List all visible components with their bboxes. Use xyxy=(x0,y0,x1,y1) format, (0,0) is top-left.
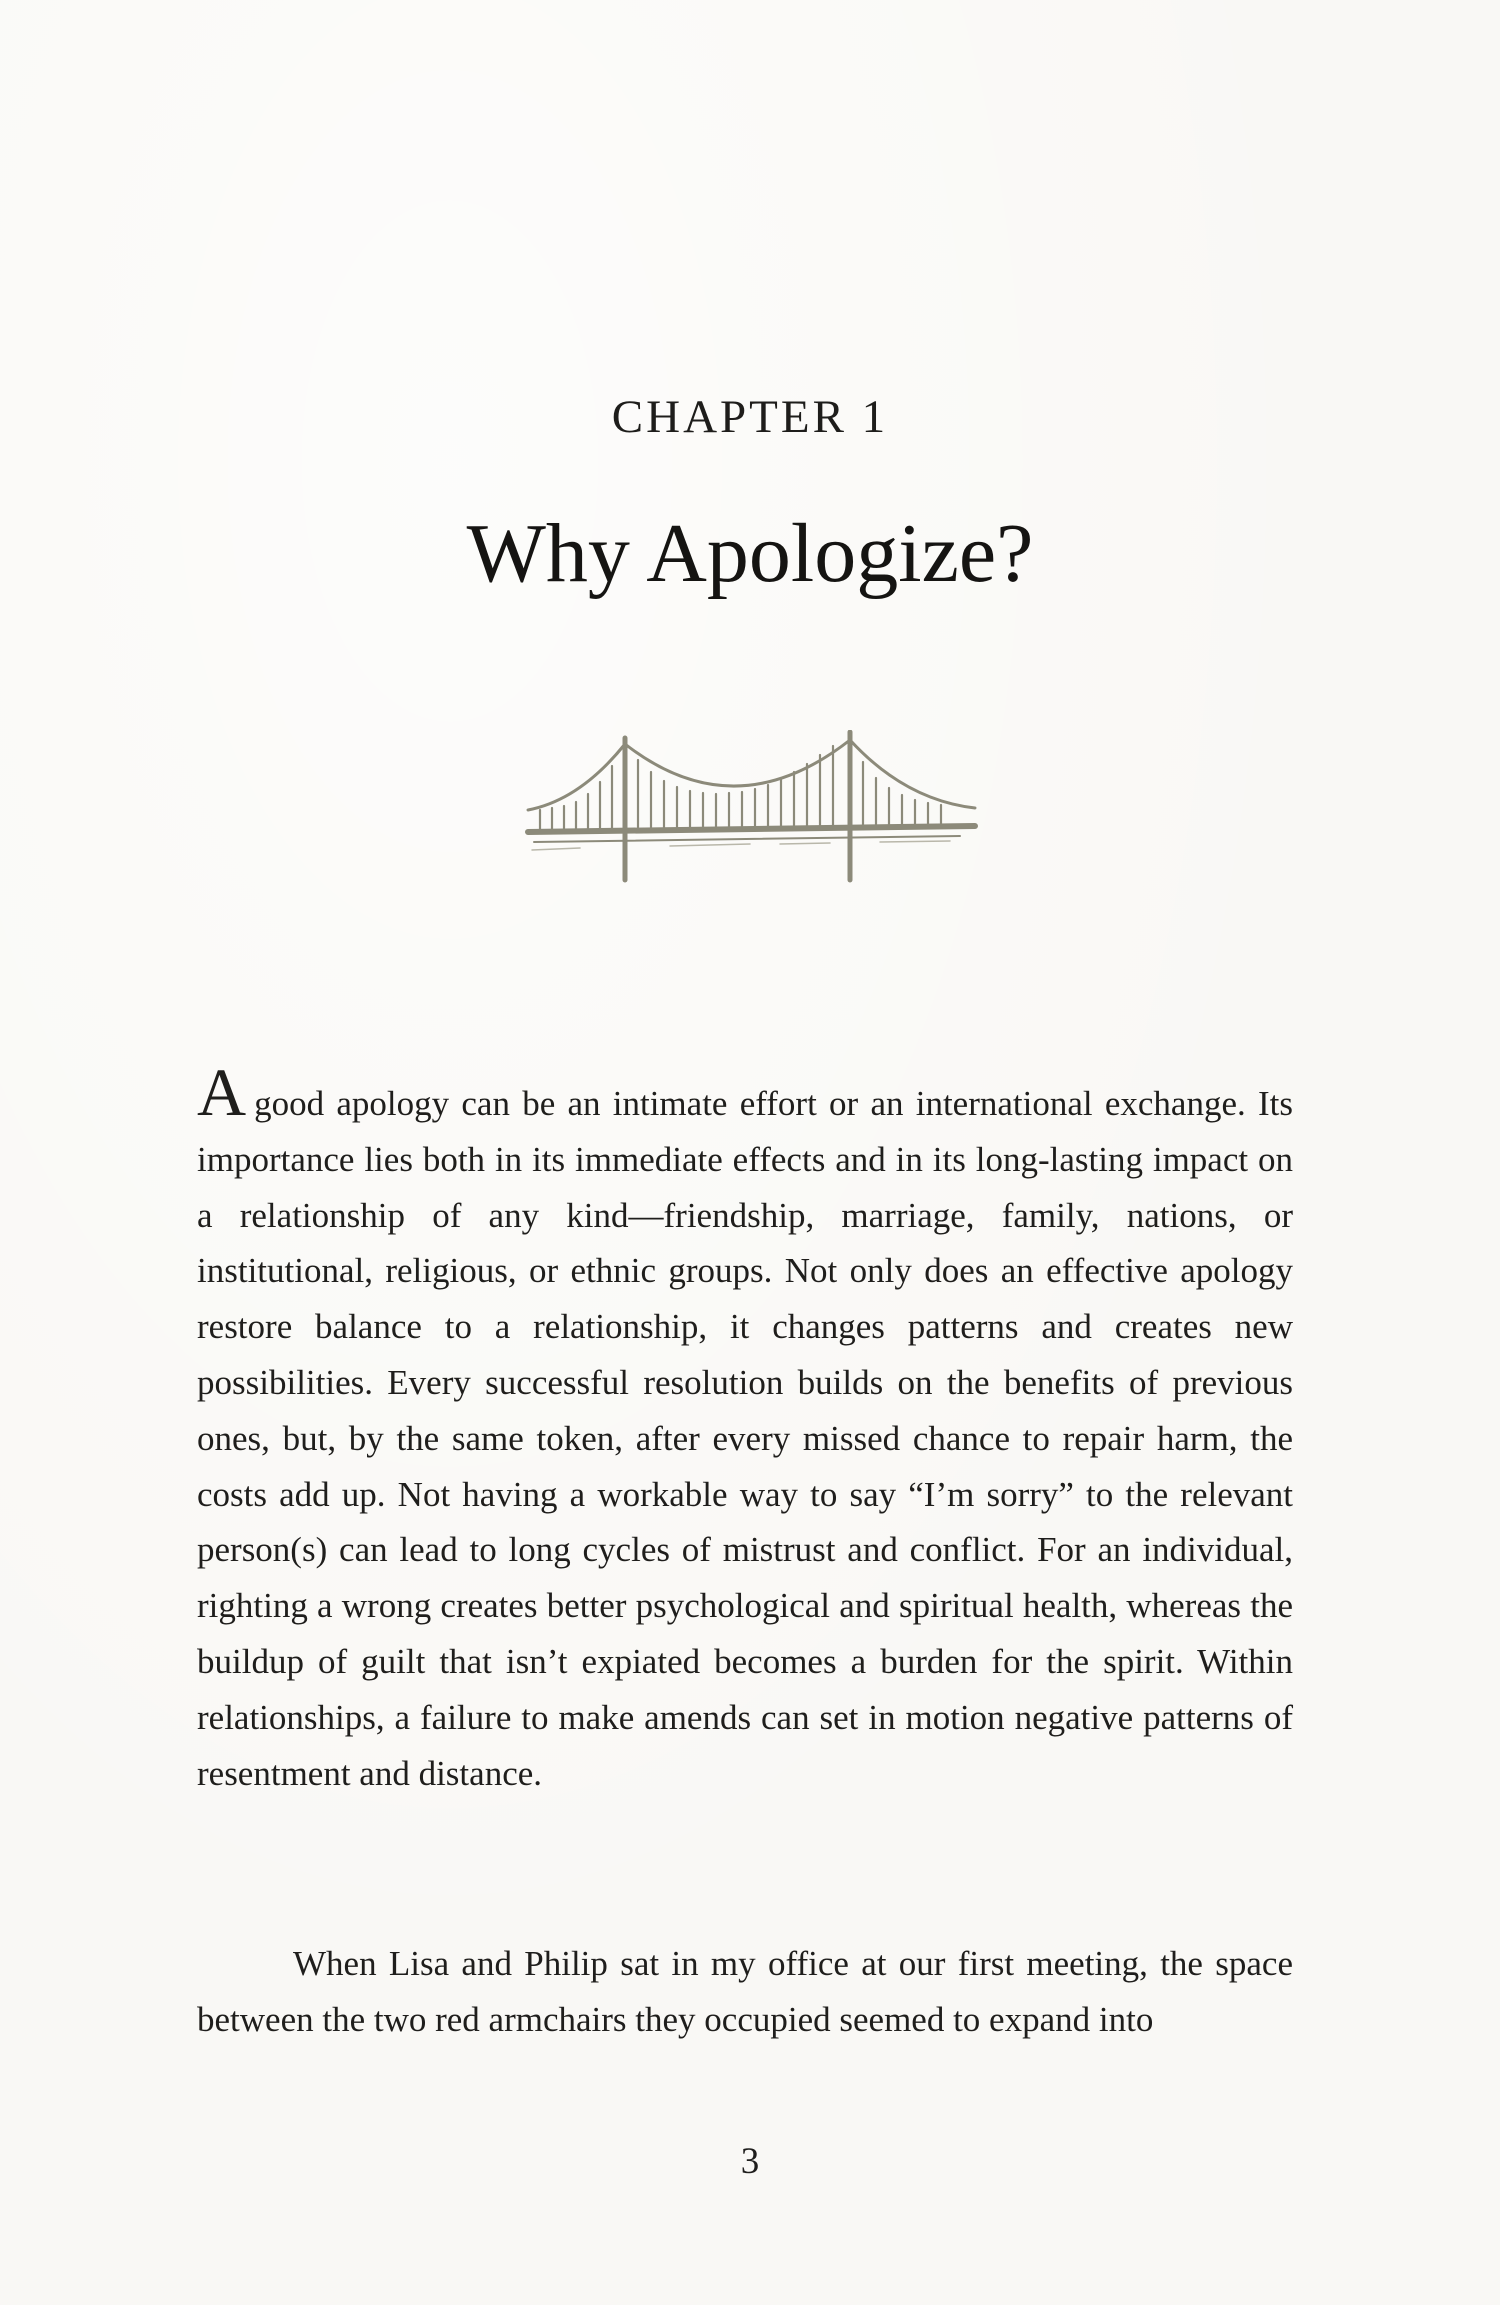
drop-cap: A xyxy=(197,1054,247,1130)
opening-paragraph-text: good apology can be an intimate effort or an international exchange. Its importance lies both in its immediate effects and in its long-lasting impact on a relationship of any kind—friendship, marriage, family, nations, or institutional, religious, or ethnic groups. Not only does an effective apology restore balance to a relationship, it changes patterns and creates new possibilities. Every successful resolution builds on the benefits of previous ones, but, by the same token, after every missed chance to repair harm, the costs add up. Not having a workable way to say “I’m sorry” to the relevant person(s) can lead to long cycles of mistrust and conflict. For an individual, righting a wrong creates better psychological and spiritual health, whereas the buildup of guilt that isn’t expiated becomes a burden for the spirit. Within relationships, a failure to make amends can set in motion negative patterns of resentment and distance. xyxy=(197,1084,1293,1793)
chapter-title: Why Apologize? xyxy=(466,507,1034,600)
second-paragraph: When Lisa and Philip sat in my office at our first meeting, the space between the two red armchairs they occupied seemed to expand into xyxy=(197,1944,1293,2039)
opening-paragraph xyxy=(197,1054,1293,1801)
suspension-bridge-icon xyxy=(520,730,980,905)
chapter-label: CHAPTER 1 xyxy=(611,391,889,443)
page-number: 3 xyxy=(740,2141,760,2182)
